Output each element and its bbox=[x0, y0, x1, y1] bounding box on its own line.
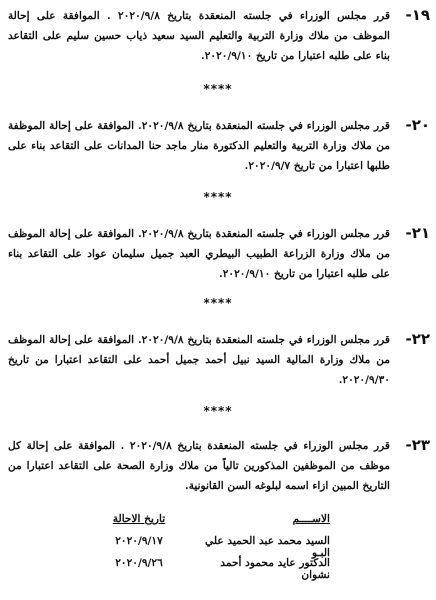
table-row bbox=[100, 557, 330, 579]
item-number: -٢١ bbox=[405, 224, 430, 242]
item-text: قرر مجلس الوزراء في جلسته المنعقدة بتاريخ ٢٠٢٠/٩/٨. الموافقة على إحالة الموظف من ملاك وزارة المالية السيد نبيل أحمد جميل أحمد على التقاعد اعتبارا من تاريخ ٢٠٢٠/٩/٣٠. bbox=[8, 334, 390, 386]
decision-item-19 bbox=[8, 6, 430, 66]
decision-item-21 bbox=[8, 224, 430, 284]
name-column-header: الاســــم bbox=[292, 513, 330, 525]
retiree-name: السيد محمد عبد الحميد علي البـو bbox=[205, 535, 330, 559]
item-number: -٢٣ bbox=[405, 436, 430, 454]
table-row bbox=[100, 535, 330, 557]
item-text: قرر مجلس الوزراء في جلسته المنعقدة بتاريخ ٢٠٢٠/٩/٨ . الموافقة على إحالة كل موظف من الموظفين المذكورين تالياً من ملاك وزارة الصحة على التقاعد اعتبارا من التاريخ المبين ازاء اسمه لبلوغه السن القانونية. bbox=[8, 440, 391, 492]
retirement-date: ٢٠٢٠/٩/٢٦ bbox=[115, 557, 163, 569]
separator: **** bbox=[203, 404, 233, 418]
separator: **** bbox=[203, 82, 233, 96]
date-column-header: تاريخ الاحالة bbox=[112, 513, 166, 525]
retirees-table bbox=[100, 513, 330, 579]
item-text: قرر مجلس الوزراء في جلسته المنعقدة بتاريخ ٢٠٢٠/٩/٨. الموافقة على إحالة الموظفة من ملاك وزارة التربية والتعليم الدكتورة منار ماجد حنا المدانات على التقاعد بناء على طلبها اعتبارا من تاريخ ٢٠٢٠/٩/٧. bbox=[8, 120, 390, 172]
decision-item-20 bbox=[8, 116, 430, 176]
retiree-name: الدكتور عايد محمود أحمد نشوان bbox=[220, 557, 330, 581]
item-number: -٢٢ bbox=[405, 330, 430, 348]
decision-item-23 bbox=[8, 436, 430, 496]
item-number: -٢٠ bbox=[405, 116, 430, 134]
item-number: -١٩ bbox=[405, 6, 430, 24]
separator: **** bbox=[203, 296, 233, 310]
table-header bbox=[100, 513, 330, 535]
item-text: قرر مجلس الوزراء في جلسته المنعقدة بتاريخ ٢٠٢٠/٩/٨ . الموافقة على إحالة الموظف من ملاك وزارة التربية والتعليم السيد سعيد ذياب حسين سليم على التقاعد بناء على طلبه اعتبارا من تاريخ ٢٠٢٠/٩/١٠. bbox=[8, 10, 391, 62]
retirement-date: ٢٠٢٠/٩/١٧ bbox=[115, 535, 163, 547]
decision-item-22 bbox=[8, 330, 430, 390]
item-text: قرر مجلس الوزراء في جلسته المنعقدة بتاريخ ٢٠٢٠/٩/٨. الموافقة على إحالة الموظف من ملاك وزارة الزراعة الطبيب البيطري العبد جميل سليمان عواد على التقاعد بناء على طلبه اعتبارا من تاريخ ٢٠٢٠/٩/١٠. bbox=[8, 228, 390, 280]
separator: **** bbox=[203, 190, 233, 204]
